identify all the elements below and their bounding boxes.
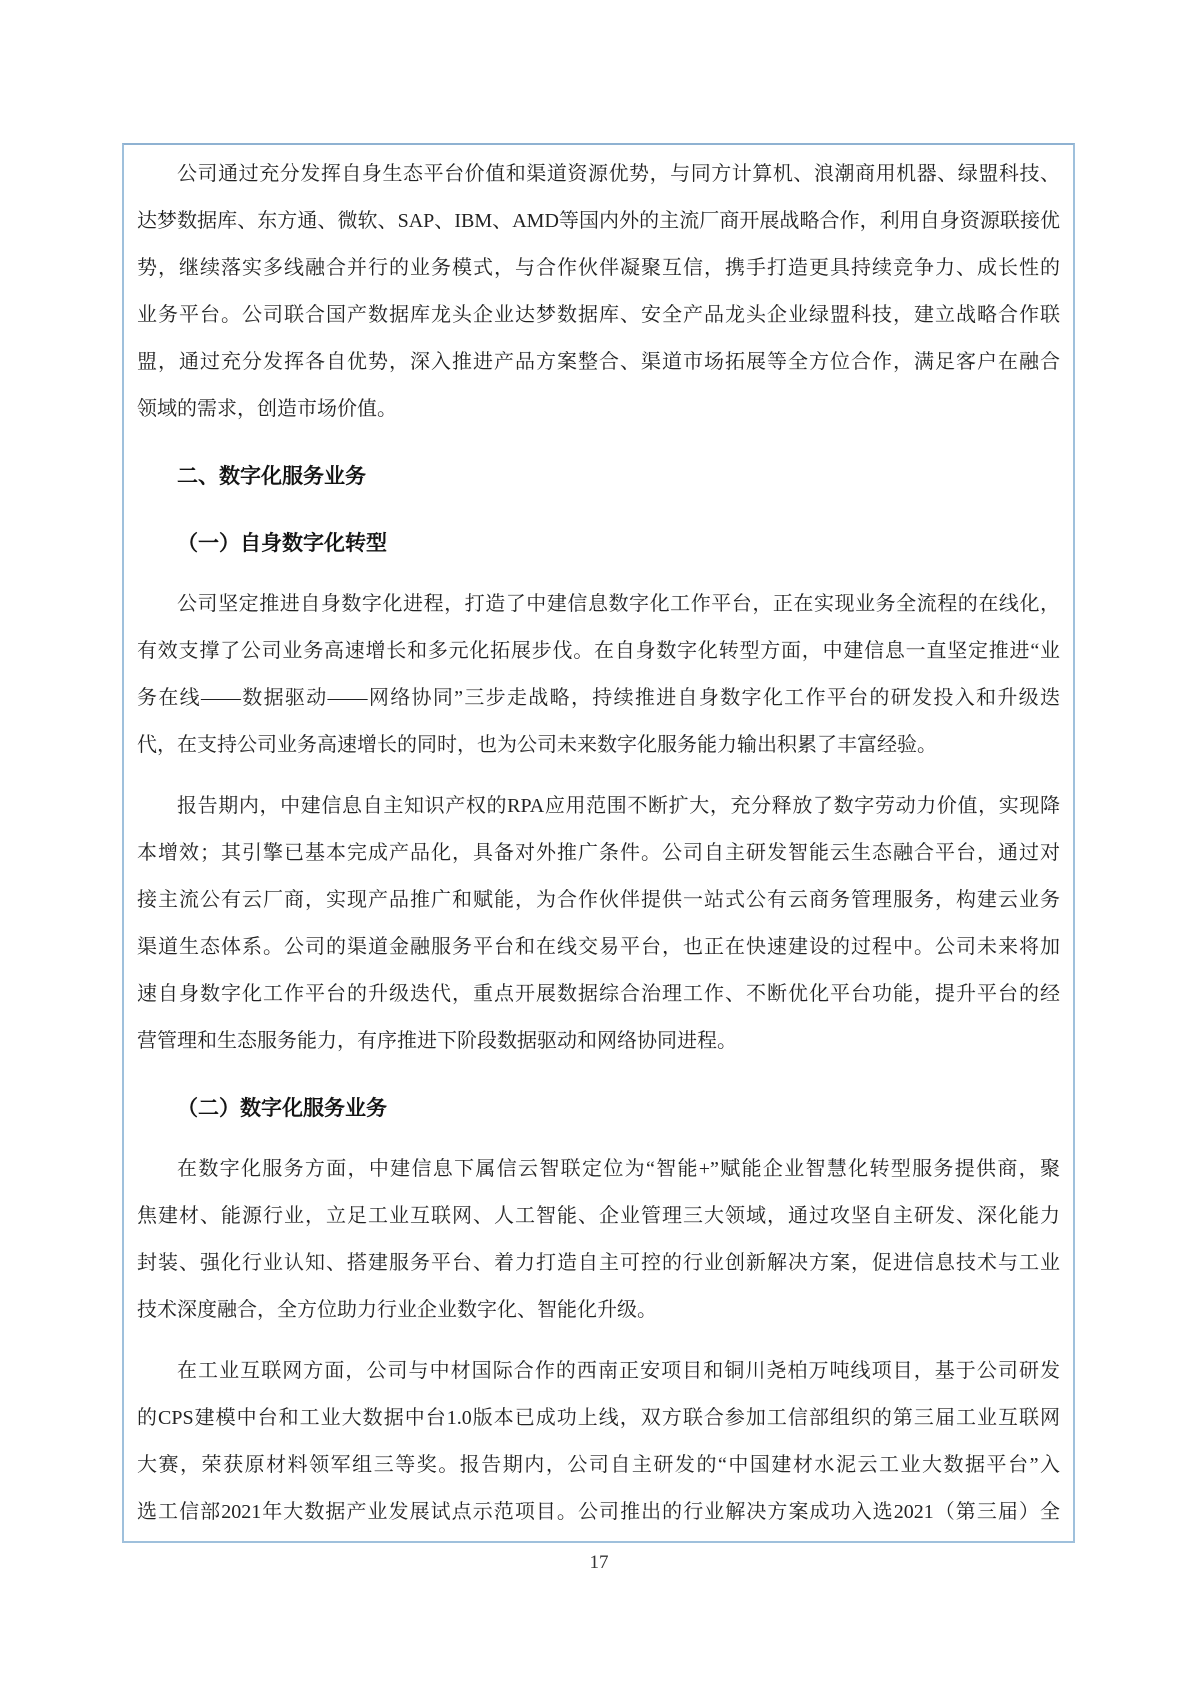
paragraph-digital-platform bbox=[137, 581, 1060, 769]
doc-line: 势，继续落实多线融合并行的业务模式，与合作伙伴凝聚互信，携手打造更具持续竞争力、成长性的 bbox=[137, 257, 1060, 279]
doc-line: 在工业互联网方面，公司与中材国际合作的西南正安项目和铜川尧柏万吨线项目，基于公司研发 bbox=[177, 1360, 1060, 1382]
doc-line: 封装、强化行业认知、搭建服务平台、着力打造自主可控的行业创新解决方案，促进信息技术与工业 bbox=[137, 1252, 1060, 1274]
doc-line: 业务平台。公司联合国产数据库龙头企业达梦数据库、安全产品龙头企业绿盟科技，建立战略合作联 bbox=[137, 304, 1060, 326]
section-heading-digital-services: 二、数字化服务业务 bbox=[177, 464, 366, 488]
doc-line: 速自身数字化工作平台的升级迭代，重点开展数据综合治理工作、不断优化平台功能，提升平台的经 bbox=[137, 983, 1060, 1005]
doc-line: 技术深度融合，全方位助力行业企业数字化、智能化升级。 bbox=[137, 1299, 657, 1321]
paragraph-smart-plus bbox=[137, 1146, 1060, 1334]
doc-line: 渠道生态体系。公司的渠道金融服务平台和在线交易平台，也正在快速建设的过程中。公司未来将加 bbox=[137, 936, 1060, 958]
paragraph-strategic-cooperation bbox=[137, 151, 1060, 433]
doc-line: 选工信部2021年大数据产业发展试点示范项目。公司推出的行业解决方案成功入选2021（第三届）全 bbox=[137, 1501, 1060, 1523]
doc-line: 领域的需求，创造市场价值。 bbox=[137, 398, 397, 420]
paragraph-rpa-cloud bbox=[137, 783, 1060, 1065]
doc-line: 在数字化服务方面，中建信息下属信云智联定位为“智能+”赋能企业智慧化转型服务提供商，聚 bbox=[177, 1158, 1060, 1180]
doc-line: 有效支撑了公司业务高速增长和多元化拓展步伐。在自身数字化转型方面，中建信息一直坚定推进“业 bbox=[137, 640, 1060, 662]
page-number: 17 bbox=[589, 1552, 609, 1573]
doc-line: 接主流公有云厂商，实现产品推广和赋能，为合作伙伴提供一站式公有云商务管理服务，构建云业务 bbox=[137, 889, 1060, 911]
subsection-heading-self-transformation: （一）自身数字化转型 bbox=[177, 531, 387, 555]
doc-line: 的CPS建模中台和工业大数据中台1.0版本已成功上线，双方联合参加工信部组织的第三届工业互联网 bbox=[137, 1407, 1060, 1429]
doc-line: 报告期内，中建信息自主知识产权的RPA应用范围不断扩大，充分释放了数字劳动力价值，实现降 bbox=[177, 795, 1060, 817]
doc-line: 盟，通过充分发挥各自优势，深入推进产品方案整合、渠道市场拓展等全方位合作，满足客户在融合 bbox=[137, 351, 1060, 373]
doc-line: 营管理和生态服务能力，有序推进下阶段数据驱动和网络协同进程。 bbox=[137, 1030, 737, 1052]
doc-line: 公司坚定推进自身数字化进程，打造了中建信息数字化工作平台，正在实现业务全流程的在线化， bbox=[177, 593, 1060, 615]
subsection-heading-digital-service-business: （二）数字化服务业务 bbox=[177, 1096, 387, 1120]
doc-line: 务在线——数据驱动——网络协同”三步走战略，持续推进自身数字化工作平台的研发投入和升级迭 bbox=[137, 687, 1060, 709]
doc-line: 焦建材、能源行业，立足工业互联网、人工智能、企业管理三大领域，通过攻坚自主研发、深化能力 bbox=[137, 1205, 1060, 1227]
doc-line: 大赛，荣获原材料领军组三等奖。报告期内，公司自主研发的“中国建材水泥云工业大数据平台”入 bbox=[137, 1454, 1060, 1476]
content-border-box bbox=[122, 143, 1075, 1543]
doc-line: 本增效；其引擎已基本完成产品化，具备对外推广条件。公司自主研发智能云生态融合平台，通过对 bbox=[137, 842, 1060, 864]
doc-line: 公司通过充分发挥自身生态平台价值和渠道资源优势，与同方计算机、浪潮商用机器、绿盟科技、 bbox=[177, 163, 1060, 185]
doc-line: 代，在支持公司业务高速增长的同时，也为公司未来数字化服务能力输出积累了丰富经验。 bbox=[137, 734, 937, 756]
paragraph-industrial-internet bbox=[137, 1348, 1060, 1536]
doc-line: 达梦数据库、东方通、微软、SAP、IBM、AMD等国内外的主流厂商开展战略合作，利用自身资源联接优 bbox=[137, 210, 1060, 232]
